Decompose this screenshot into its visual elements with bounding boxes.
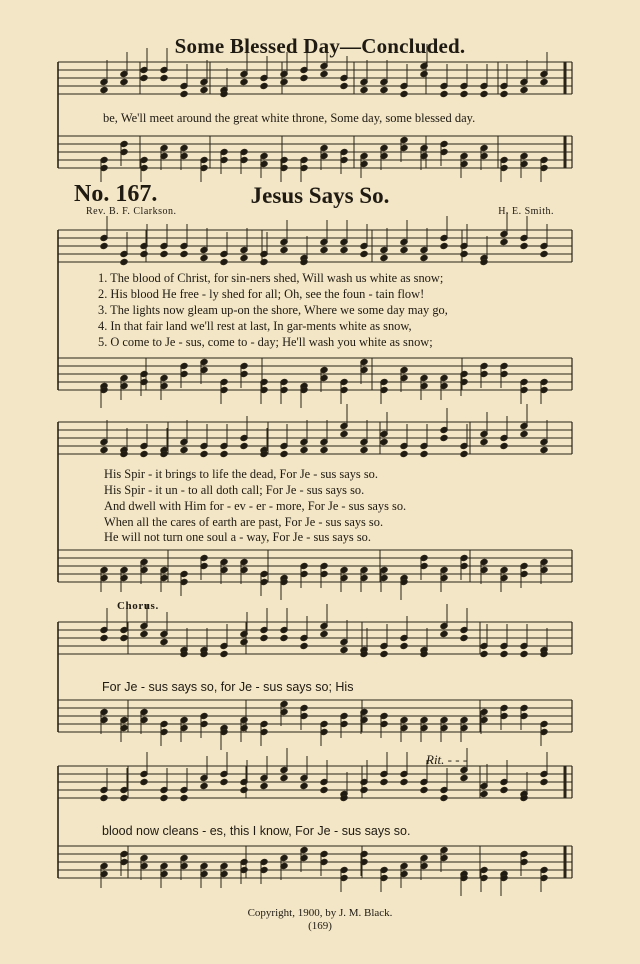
note-head — [200, 254, 208, 261]
note-head — [360, 86, 368, 93]
note-head — [280, 246, 288, 253]
note-head — [540, 78, 548, 85]
hymn-title: Jesus Says So. — [250, 183, 390, 208]
chorus-lyric-2: blood now cleans - es, this I know, For Je - sus says so. — [102, 824, 411, 838]
note-head — [420, 786, 428, 793]
chorus-lyric-1: For Je - sus says so, for Je - sus says so; His — [102, 680, 354, 694]
note-head — [360, 250, 368, 257]
note-head — [120, 634, 128, 641]
verse-line-1: 1. The blood of Christ, for sin-ners shed, Will wash us white as snow; — [98, 271, 444, 285]
note-head — [180, 446, 188, 453]
note-head — [260, 634, 268, 641]
note-head — [420, 450, 428, 457]
note-head — [540, 778, 548, 785]
author-credit: Rev. B. F. Clarkson. — [86, 206, 177, 217]
note-head — [240, 786, 248, 793]
note-head — [100, 634, 108, 641]
note-head — [160, 250, 168, 257]
note-head — [200, 450, 208, 457]
note-head — [460, 634, 468, 641]
note-head — [320, 70, 328, 77]
verse-line-5: 5. O come to Je - sus, come to - day; He'll wash you white as snow; — [98, 335, 433, 349]
note-head — [340, 646, 348, 653]
note-head — [100, 446, 108, 453]
note-head — [180, 90, 188, 97]
note-head — [320, 446, 328, 453]
note-head — [520, 86, 528, 93]
note-head — [340, 82, 348, 89]
note-head — [340, 430, 348, 437]
note-head — [400, 642, 408, 649]
note-head — [280, 774, 288, 781]
note-head — [140, 778, 148, 785]
note-head — [160, 74, 168, 81]
note-head — [320, 630, 328, 637]
note-head — [460, 90, 468, 97]
note-head — [260, 82, 268, 89]
note-head — [520, 430, 528, 437]
note-head — [160, 794, 168, 801]
note-head — [440, 794, 448, 801]
note-head — [300, 74, 308, 81]
note-head — [420, 254, 428, 261]
note-head — [220, 778, 228, 785]
note-head — [220, 450, 228, 457]
note-head — [200, 86, 208, 93]
note-head — [280, 78, 288, 85]
note-head — [100, 794, 108, 801]
note-head — [540, 250, 548, 257]
note-head — [260, 258, 268, 265]
note-head — [340, 246, 348, 253]
note-head — [500, 442, 508, 449]
note-head — [380, 650, 388, 657]
note-head — [240, 442, 248, 449]
note-head — [120, 794, 128, 801]
note-head — [380, 438, 388, 445]
page-number: (169) — [308, 920, 332, 932]
verse-line-3: 3. The lights now gleam up-on the shore, Where we some day may go, — [98, 303, 448, 317]
note-head — [140, 630, 148, 637]
note-head — [300, 642, 308, 649]
note-head — [100, 242, 108, 249]
note-head — [400, 246, 408, 253]
note-head — [480, 650, 488, 657]
note-head — [440, 242, 448, 249]
note-head — [320, 786, 328, 793]
note-head — [360, 446, 368, 453]
note-head — [400, 450, 408, 457]
note-head — [480, 90, 488, 97]
note-head — [520, 650, 528, 657]
note-head — [180, 794, 188, 801]
note-head — [240, 254, 248, 261]
composer-credit: H. E. Smith. — [498, 206, 554, 217]
note-head — [120, 78, 128, 85]
continued-title: Some Blessed Day—Concluded. — [174, 34, 466, 58]
refrain-line-4: When all the cares of earth are past, For Je - sus says so. — [104, 515, 384, 529]
note-head — [180, 250, 188, 257]
refrain-line-2: His Spir - it un - to all doth call; For Je - sus says so. — [104, 483, 365, 497]
note-head — [440, 630, 448, 637]
note-head — [460, 250, 468, 257]
note-head — [540, 446, 548, 453]
note-head — [500, 238, 508, 245]
note-head — [100, 86, 108, 93]
note-head — [420, 70, 428, 77]
note-head — [380, 86, 388, 93]
note-head — [440, 90, 448, 97]
note-head — [280, 450, 288, 457]
note-head — [220, 650, 228, 657]
note-head — [160, 638, 168, 645]
note-head — [220, 258, 228, 265]
verse-line-2: 2. His blood He free - ly shed for all; Oh, see the foun - tain flow! — [98, 287, 425, 301]
note-head — [460, 450, 468, 457]
note-head — [140, 74, 148, 81]
note-head — [140, 250, 148, 257]
note-head — [280, 634, 288, 641]
chorus-label: Chorus. — [117, 600, 159, 612]
note-head — [240, 638, 248, 645]
note-head — [500, 650, 508, 657]
note-head — [440, 434, 448, 441]
note-head — [500, 90, 508, 97]
copyright-notice: Copyright, 1900, by J. M. Black. — [247, 907, 393, 919]
note-head — [260, 782, 268, 789]
verse-line-4: 4. In that fair land we'll rest at last, In gar-ments white as snow, — [98, 319, 412, 333]
note-head — [200, 782, 208, 789]
note-head — [500, 786, 508, 793]
refrain-line-3: And dwell with Him for - ev - er - more, For Je - sus says so. — [104, 499, 407, 513]
note-head — [480, 790, 488, 797]
refrain-line-5: He will not turn one soul a - way, For Je - sus says so. — [104, 530, 371, 544]
note-head — [520, 242, 528, 249]
note-head — [380, 778, 388, 785]
note-head — [240, 78, 248, 85]
continued-lyric: be, We'll meet around the great white throne, Some day, some blessed day. — [103, 111, 476, 125]
note-head — [140, 450, 148, 457]
note-head — [400, 778, 408, 785]
note-head — [360, 786, 368, 793]
hymn-number: No. 167. — [74, 181, 158, 207]
note-head — [320, 246, 328, 253]
note-head — [300, 782, 308, 789]
note-head — [400, 90, 408, 97]
note-head — [460, 774, 468, 781]
ritardando-mark: Rit. - - - — [426, 752, 468, 767]
refrain-line-1: His Spir - it brings to life the dead, For Je - sus says so. — [104, 467, 378, 481]
note-head — [380, 254, 388, 261]
note-head — [120, 258, 128, 265]
note-head — [480, 438, 488, 445]
note-head — [300, 446, 308, 453]
